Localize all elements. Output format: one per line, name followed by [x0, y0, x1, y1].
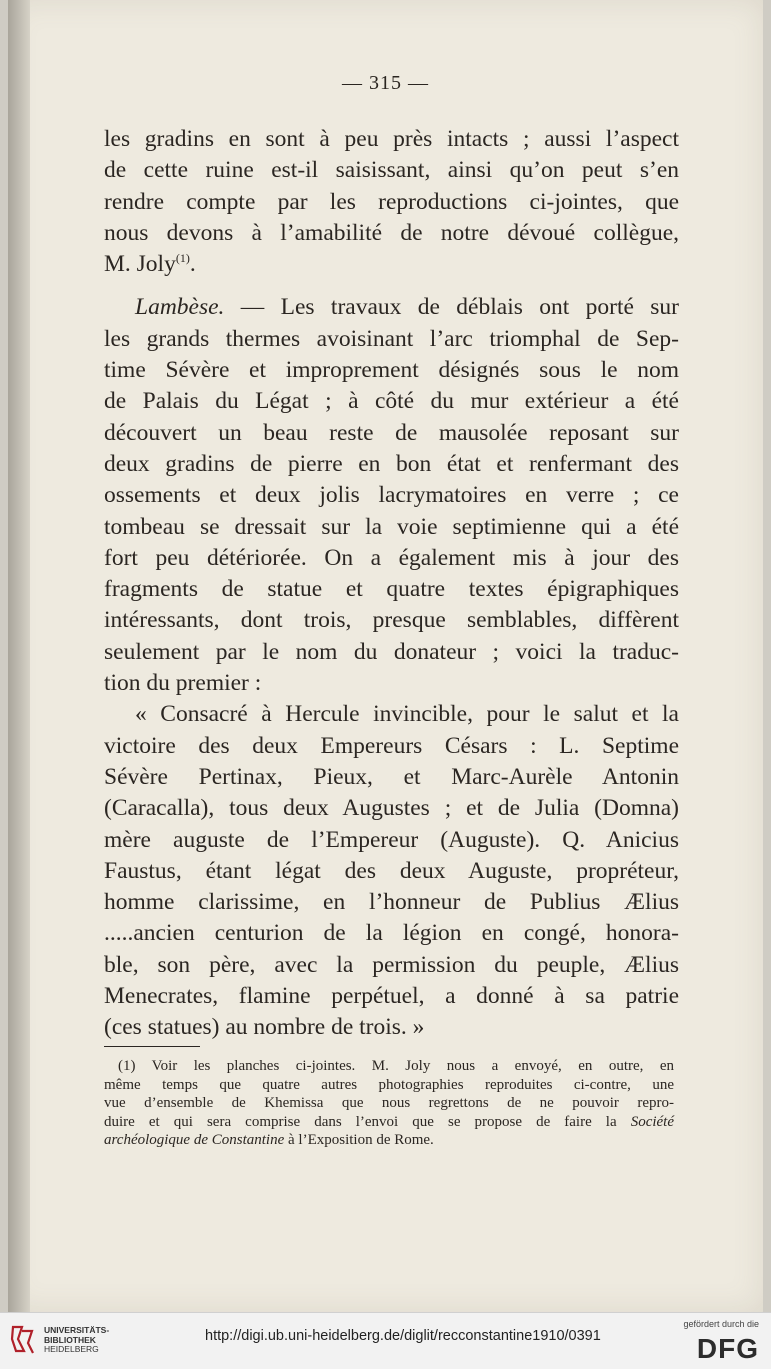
footnote-line — [104, 1131, 674, 1150]
text-line: de Palais du Légat ; à côté du mur extérieur a été — [104, 388, 679, 415]
text-line: les gradins en sont à peu près intacts ; aussi l’aspect — [104, 126, 679, 152]
text-line: intéressants, dont trois, presque semblables, diffèrent — [104, 607, 679, 634]
text-line: découvert un beau reste de mausolée reposant sur — [104, 419, 679, 446]
text-line: (Caracalla), tous deux Augustes ; et de Julia (Domna) — [104, 795, 679, 822]
text-line: tion du premier : — [104, 670, 262, 697]
viewer-footer — [0, 1312, 771, 1369]
text-fragment: Société — [630, 1113, 675, 1130]
text-line: fort peu détériorée. On a également mis à jour des — [104, 544, 679, 571]
text-line: les grands thermes avoisinant l’arc triomphal de Sep- — [104, 325, 679, 352]
text-line — [104, 249, 679, 280]
dfg-logo: DFG — [696, 1333, 759, 1364]
footnote-line: (1) Voir les planches ci-jointes. M. Joly nous a envoyé, en outre, en — [118, 1058, 674, 1074]
funded-by-label: gefördert durch die — [683, 1319, 759, 1329]
library-name-line: BIBLIOTHEK — [44, 1334, 96, 1345]
text-line: ossements et deux jolis lacrymatoires en verre ; ce — [104, 482, 679, 509]
page-number: — 315 — — [342, 72, 429, 94]
text-fragment: duire et qui sera comprise dans l’envoi que se propose de faire la — [104, 1113, 617, 1130]
library-name — [44, 1326, 109, 1355]
text-line: Menecrates, flamine perpétuel, a donné à sa patrie — [104, 983, 679, 1010]
text-line: homme clarissime, en l’honneur de Publius Ælius — [104, 889, 679, 916]
footnote-line: vue d’ensemble de Khemissa que nous regrettons de ne pouvoir repro- — [104, 1095, 674, 1111]
text-line: ble, son père, avec la permission du peuple, Ælius — [104, 951, 679, 978]
text-line: rendre compte par les reproductions ci-jointes, que — [104, 188, 679, 215]
permalink-url[interactable]: http://digi.ub.uni-heidelberg.de/diglit/recconstantine1910/0391 — [205, 1328, 601, 1344]
text-line: Sévère Pertinax, Pieux, et Marc-Aurèle Antonin — [104, 763, 679, 790]
text-line: seulement par le nom du donateur ; voici la traduc- — [104, 638, 679, 665]
text-fragment: à l’Exposition de Rome. — [284, 1132, 434, 1148]
text-line: nous devons à l’amabilité de notre dévoué collègue, — [104, 219, 679, 246]
text-line: (ces statues) au nombre de trois. » — [104, 1014, 425, 1041]
text-line: mère auguste de l’Empereur (Auguste). Q. Anicius — [104, 826, 679, 853]
text-fragment: archéologique de Constantine — [104, 1132, 285, 1148]
university-library-logo-icon — [10, 1323, 36, 1357]
text-line: time Sévère et improprement désignés sous le nom — [104, 357, 679, 384]
text-line: « Consacré à Hercule invincible, pour le salut et la — [135, 701, 679, 728]
text-line — [104, 292, 679, 323]
body-text — [104, 124, 679, 1044]
text-line: deux gradins de pierre en bon état et renfermant des — [104, 450, 679, 477]
text-line: fragments de statue et quatre textes épigraphiques — [104, 576, 679, 603]
text-line: de cette ruine est-il saisissant, ainsi qu’on peut s’en — [104, 157, 679, 184]
text-line: victoire des deux Empereurs Césars : L. Septime — [104, 732, 679, 759]
text-line: Faustus, étant légat des deux Auguste, propréteur, — [104, 857, 679, 884]
library-name-line: UNIVERSITÄTS- — [44, 1325, 110, 1335]
text-fragment: — Les travaux de déblais ont porté sur — [224, 294, 679, 321]
place-name-lambese: Lambèse. — [135, 294, 225, 321]
footnote-line: même temps que quatre autres photographies reproduites ci-contre, une — [104, 1076, 674, 1093]
footnote — [104, 1057, 674, 1150]
page-gutter-shadow — [8, 0, 30, 1312]
text-line: .....ancien centurion de la légion en congé, honora- — [104, 920, 679, 947]
footnote-divider — [104, 1046, 200, 1047]
library-name-line: HEIDELBERG — [44, 1344, 99, 1354]
footnote-reference: (1) — [175, 251, 190, 266]
text-line: tombeau se dressait sur la voie septimienne qui a été — [104, 513, 679, 540]
text-fragment: . — [189, 251, 196, 278]
text-fragment: M. Joly — [104, 251, 176, 278]
footnote-line — [104, 1113, 674, 1132]
